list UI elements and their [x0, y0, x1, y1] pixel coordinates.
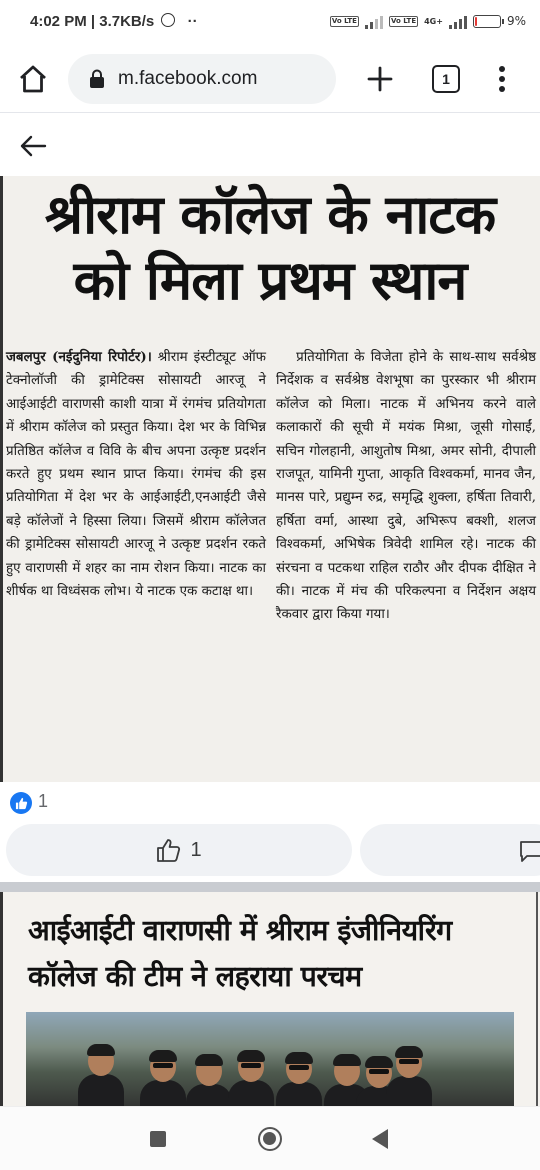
newspaper-clipping-image[interactable]	[0, 176, 540, 782]
url-text: m.facebook.com	[118, 68, 258, 89]
headline2-line-2: कॉलेज की टीम ने लहराया परचम	[28, 960, 362, 993]
home-circle-icon[interactable]	[258, 1127, 282, 1151]
lock-icon	[86, 68, 108, 90]
reactions-summary[interactable]	[0, 782, 540, 822]
person-figure	[186, 1056, 232, 1106]
article-column-1	[6, 346, 266, 627]
headline-line-1: श्रीराम कॉलेज के नाटक	[44, 183, 496, 246]
comment-icon	[518, 839, 540, 863]
home-icon[interactable]	[16, 62, 50, 96]
person-figure	[140, 1052, 186, 1106]
like-count: 1	[190, 838, 202, 861]
person-figure	[386, 1048, 432, 1106]
network-type-label: 4G+	[424, 16, 443, 26]
system-nav-bar	[0, 1106, 540, 1170]
battery-icon	[473, 15, 501, 28]
clipping-border-left	[0, 892, 3, 1106]
like-button[interactable]	[6, 824, 352, 876]
battery-percent: 9%	[506, 14, 526, 28]
headline-line-2: को मिला प्रथम स्थान	[73, 249, 467, 312]
alarm-icon	[161, 13, 175, 27]
volte-icon-2: Vo LTE	[390, 16, 417, 25]
new-tab-plus-icon[interactable]	[362, 61, 398, 97]
post-header-bar	[0, 112, 540, 176]
address-bar[interactable]	[68, 54, 336, 104]
headline2-line-1: आईआईटी वाराणसी में श्रीराम इंजीनियरिंग	[28, 914, 452, 947]
status-indicators	[330, 13, 526, 29]
tab-switcher-button[interactable]	[432, 65, 460, 93]
post-actions	[0, 822, 540, 882]
browser-toolbar	[0, 48, 540, 110]
like-reaction-icon	[10, 792, 32, 814]
clipping-border-right	[536, 892, 538, 1106]
status-time	[30, 13, 198, 30]
column-2-text: प्रतियोगिता के विजेता होने के साथ-साथ सर्वश्रेष्ठ निर्देशक व सर्वश्रेष्ठ वेशभूषा का पुरस्कार भी श्रीराम कॉलेज को मिला। नाटक में अभिनय करने वाले कलाकारों की सूची में मयंक मिश्रा, जूसी गोसाईं, सचिन गोलहानी, आशुतोष मिश्रा, अमर सोनी, दीपाली राजपूत, यामिनी गुप्ता, आकृति विश्वकर्मा, मानव जैन, मानस पारे, प्रद्युम्न रुद्र, समृद्धि शुक्ला, हर्षिता तिवारी, हर्षिता वर्मा, आस्था दुबे, अभिरूप बक्शी, शलज विश्वकर्मा, अभिषेक त्रिवेदी शामिल रहे। नाटक की संरचना व पटकथा राहिल राठौर और दीपक दीक्षित ने की। नाटक में मंच की परिकल्पना व निर्देशन अक्षय रैकवार द्वारा किया गया।	[276, 350, 536, 623]
article-column-2	[276, 346, 536, 627]
newspaper-clipping-image-2[interactable]	[0, 892, 540, 1106]
recents-square-icon[interactable]	[150, 1131, 166, 1147]
status-bar	[0, 0, 540, 48]
team-photo	[26, 1012, 514, 1106]
back-triangle-icon[interactable]	[372, 1129, 388, 1149]
more-status-icons: ··	[187, 13, 198, 30]
person-figure	[228, 1052, 274, 1106]
thumbs-up-icon	[156, 837, 182, 863]
time-speed-text: 4:02 PM | 3.7KB/s	[30, 13, 155, 30]
signal-icon	[365, 13, 383, 29]
back-arrow-icon[interactable]	[18, 131, 48, 161]
clipping-headline	[0, 182, 540, 314]
column-1-text: श्रीराम इंस्टीट्यूट ऑफ टेक्नोलॉजी की ड्रामेटिक्स सोसायटी आरजू ने आईआईटी वाराणसी काशी यात्रा में रंगमंच प्रतियोगता में श्रीराम कॉलेज को प्रस्तुत किया। देश भर के विभिन्न प्रतिष्ठित कॉलेज व विवि के बीच अपना उत्कृष्ट प्रदर्शन करते हुए प्रथम स्थान प्राप्त किया। रंगमंच की इस प्रतियोगिता में देश भर के आईआईटी,एनआईटी जैसे बड़े कॉलेजों ने हिस्सा लिया। जिसमें श्रीराम कॉलेजत की ड्रामेटिक्स सोसायटी आरजू ने उत्कृष्ट प्रदर्शन रकते हुए वाराणसी में शहर का नाम रोशन किया। नाटक का शीर्षक था विध्वंसक लोभ। ये नाटक एक कटाक्ष था।	[6, 350, 266, 600]
tab-count: 1	[442, 71, 450, 87]
article-columns	[6, 346, 536, 627]
feed-separator	[0, 882, 540, 892]
person-figure	[78, 1046, 124, 1106]
clipping-2-headline	[28, 908, 528, 1000]
reaction-count: 1	[38, 791, 49, 811]
volte-icon: Vo LTE	[331, 16, 357, 25]
person-figure	[276, 1054, 322, 1106]
signal-icon-2	[449, 13, 467, 29]
battery-fill	[475, 17, 477, 26]
comment-button[interactable]	[360, 824, 540, 876]
more-vert-icon[interactable]	[488, 64, 516, 94]
dateline: जबलपुर (नईदुनिया रिपोर्टर)।	[6, 349, 152, 365]
